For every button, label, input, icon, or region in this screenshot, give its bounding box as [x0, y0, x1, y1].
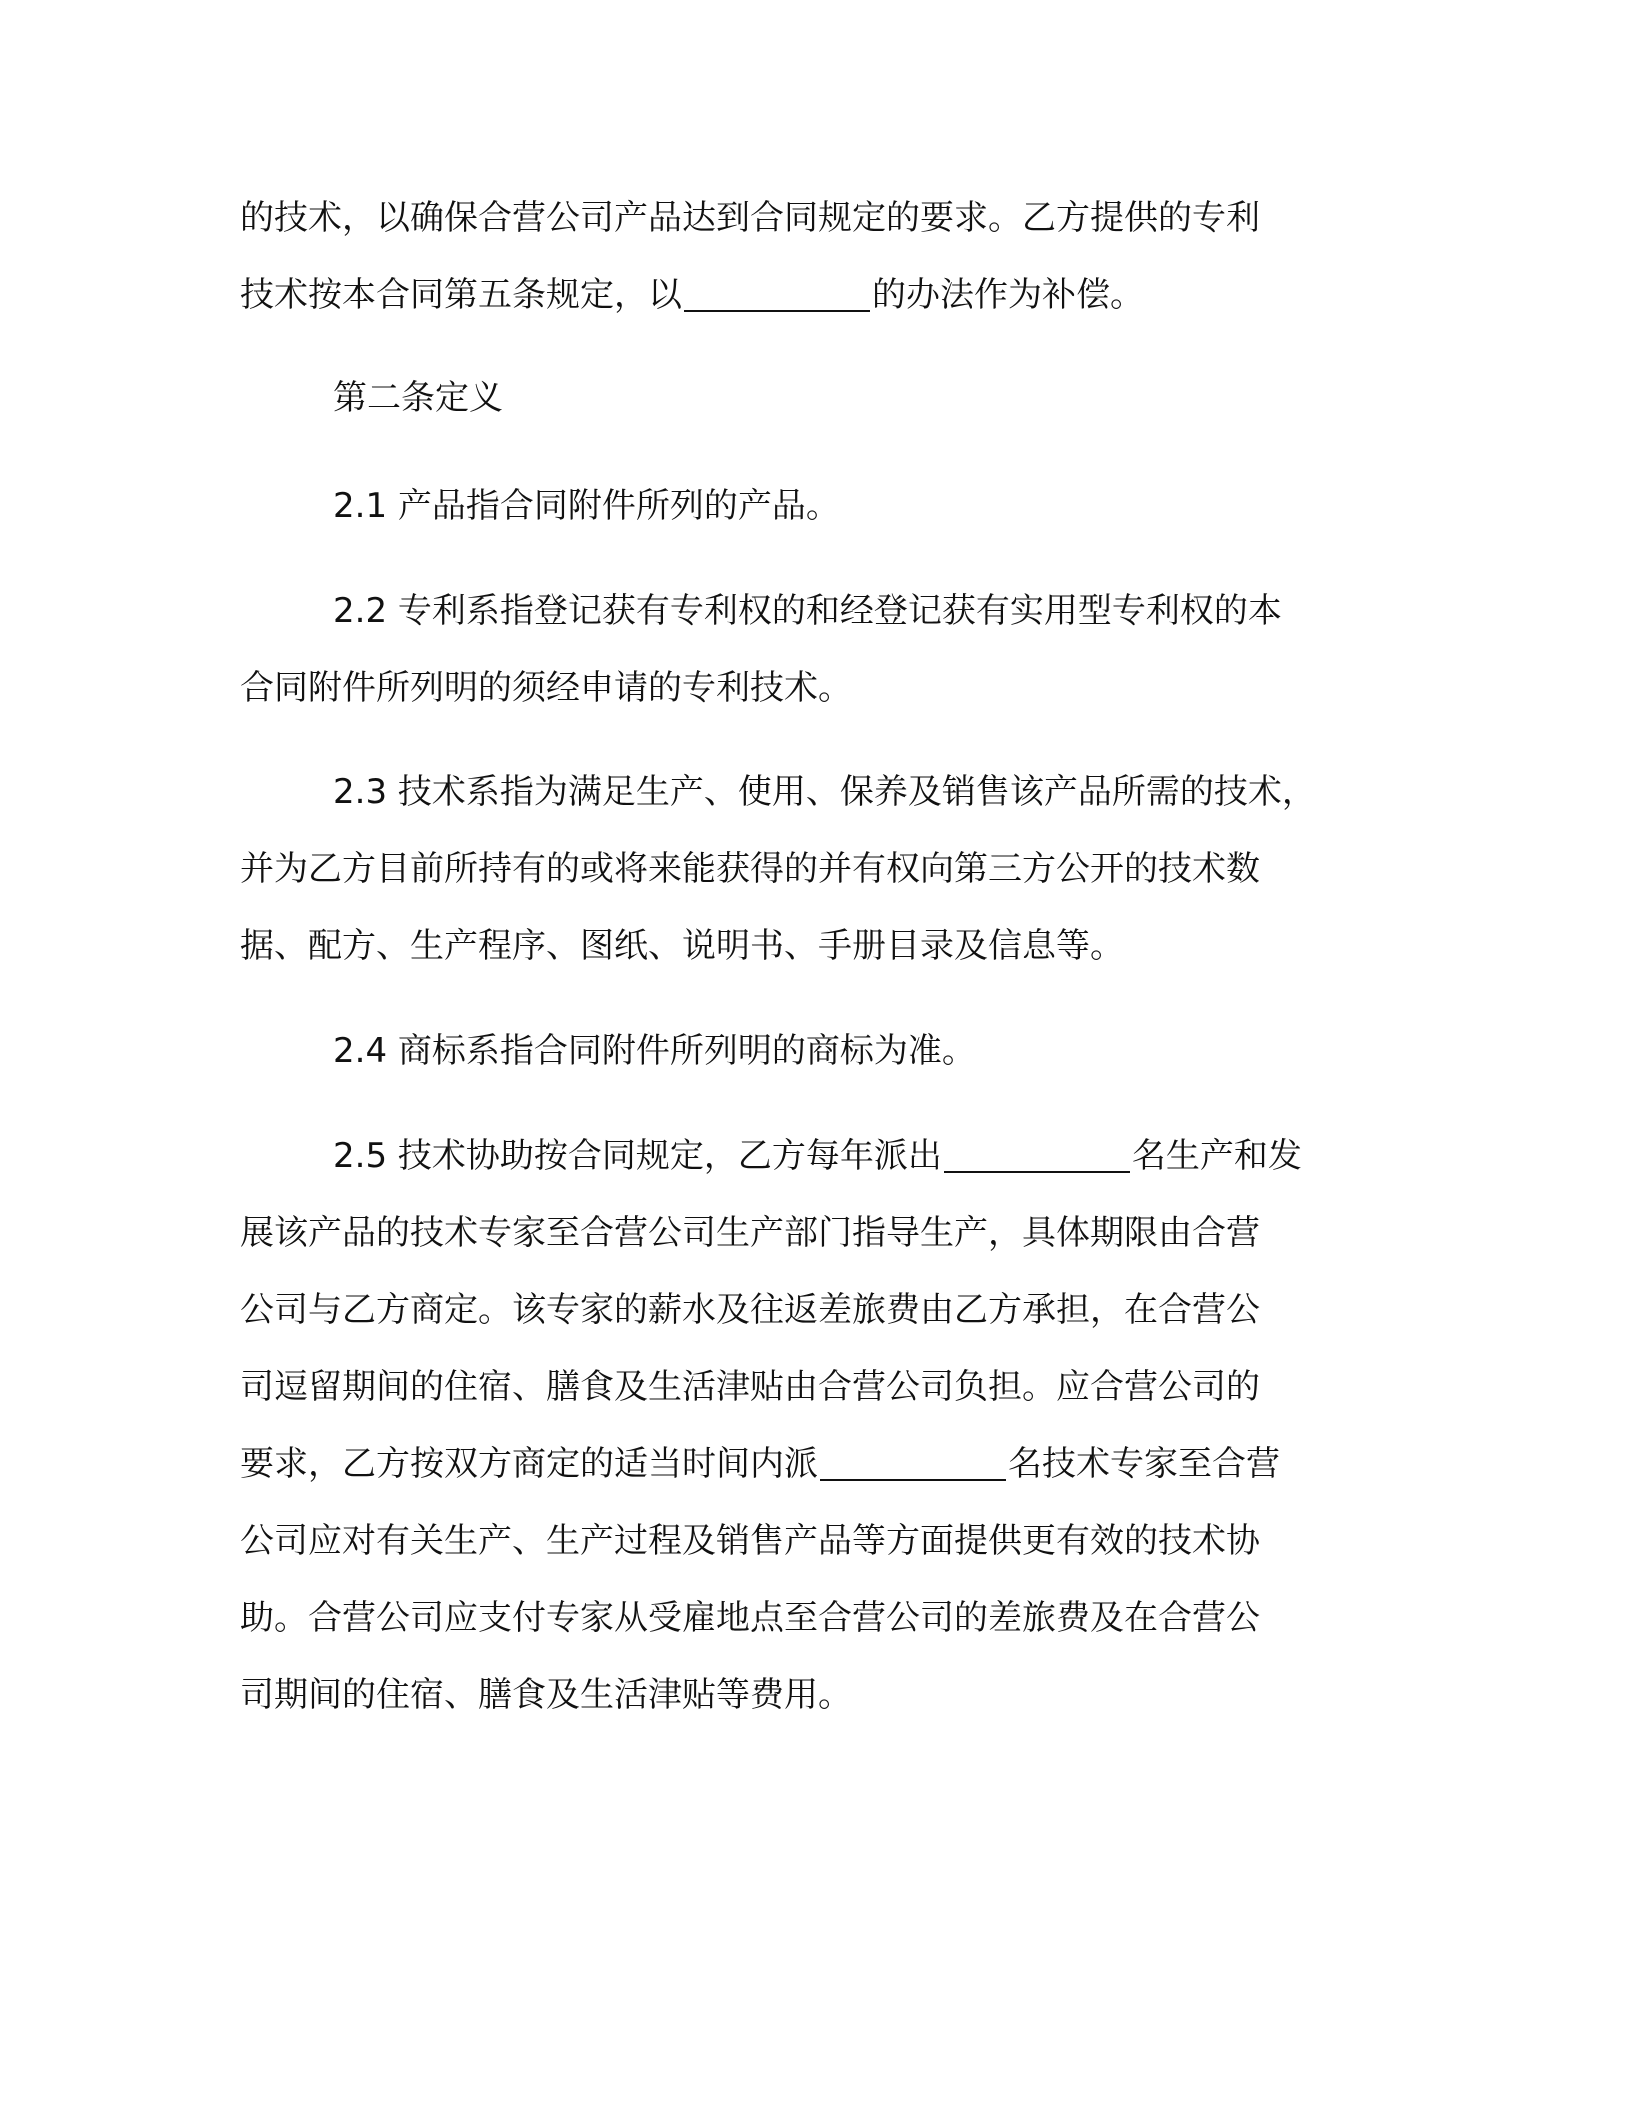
clause-2-1 [240, 468, 1390, 545]
clause-2-5-line-5-text-before: 要求，乙方按双方商定的适当时间内派 [240, 1444, 818, 1484]
clause-2-5-line-3: 公司与乙方商定。该专家的薪水及往返差旅费由乙方承担，在合营公 [240, 1290, 1260, 1330]
article-heading-block [240, 360, 1390, 437]
clause-2-5-line-2: 展该产品的技术专家至合营公司生产部门指导生产，具体期限由合营 [240, 1213, 1260, 1253]
intro-paragraph [240, 180, 1390, 334]
requested-experts-count-blank [820, 1445, 1006, 1481]
clause-2-3-line-1: 2.3 技术系指为满足生产、使用、保养及销售该产品所需的技术， [333, 772, 1316, 812]
clause-2-5-line-6: 公司应对有关生产、生产过程及销售产品等方面提供更有效的技术协 [240, 1521, 1260, 1561]
intro-line-1: 的技术，以确保合营公司产品达到合同规定的要求。乙方提供的专利 [240, 198, 1260, 238]
clause-2-2-line-2: 合同附件所列明的须经申请的专利技术。 [240, 668, 852, 708]
clause-2-5 [240, 1118, 1390, 1734]
clause-2-5-line-1 [240, 1118, 1390, 1195]
clause-2-2 [240, 573, 1390, 727]
annual-experts-count-blank [944, 1137, 1130, 1173]
intro-line-2-text-before: 技术按本合同第五条规定，以 [240, 275, 682, 315]
clause-2-5-line-8: 司期间的住宿、膳食及生活津贴等费用。 [240, 1675, 852, 1715]
clause-2-5-line-5-text-after: 名技术专家至合营 [1008, 1444, 1280, 1484]
intro-line-2-text-after: 的办法作为补偿。 [872, 275, 1144, 315]
clause-2-4 [240, 1013, 1390, 1090]
clause-2-5-line-1-text-before: 2.5 技术协助按合同规定，乙方每年派出 [333, 1136, 942, 1176]
clause-2-5-line-5 [240, 1426, 1390, 1503]
clause-2-5-line-7: 助。合营公司应支付专家从受雇地点至合营公司的差旅费及在合营公 [240, 1598, 1260, 1638]
clause-2-4-text: 2.4 商标系指合同附件所列明的商标为准。 [333, 1031, 976, 1071]
article-heading: 第二条定义 [333, 378, 503, 418]
intro-line-2 [240, 257, 1390, 334]
clause-2-5-line-1-text-after: 名生产和发 [1131, 1136, 1302, 1176]
clause-2-5-line-4: 司逗留期间的住宿、膳食及生活津贴由合营公司负担。应合营公司的 [240, 1367, 1260, 1407]
compensation-method-blank [684, 276, 870, 312]
clause-2-2-line-1: 2.2 专利系指登记获有专利权的和经登记获有实用型专利权的本 [333, 591, 1282, 631]
clause-2-3-line-3: 据、配方、生产程序、图纸、说明书、手册目录及信息等。 [240, 926, 1124, 966]
clause-2-1-text: 2.1 产品指合同附件所列的产品。 [333, 486, 840, 526]
clause-2-3-line-2: 并为乙方目前所持有的或将来能获得的并有权向第三方公开的技术数 [240, 849, 1260, 889]
clause-2-3 [240, 754, 1390, 985]
